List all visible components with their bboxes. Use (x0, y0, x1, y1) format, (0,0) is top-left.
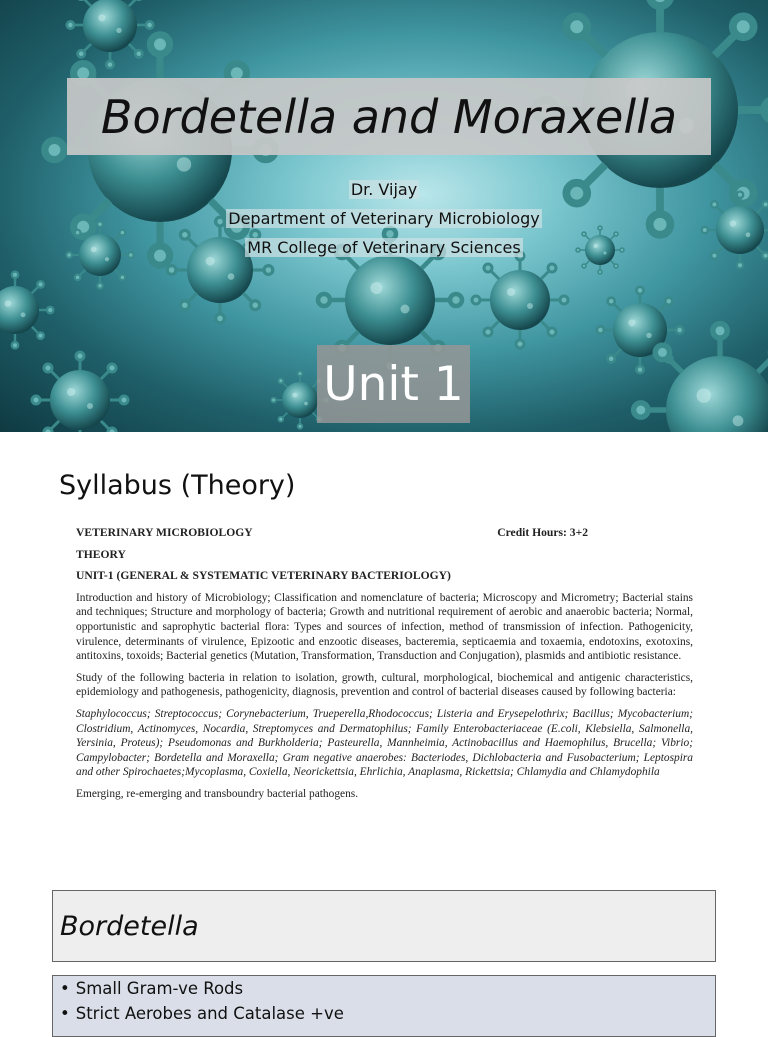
unit-heading: UNIT-1 (GENERAL & SYSTEMATIC VETERINARY BACTERIOLOGY) (76, 569, 451, 583)
college-line (0, 238, 768, 258)
syllabus-paragraph-emerging: Emerging, re-emerging and transboundry bacterial pathogens. (76, 787, 359, 800)
theory-heading: THEORY (76, 547, 126, 561)
presentation-title: Bordetella and Moraxella (100, 89, 678, 144)
syllabus-slide (0, 432, 768, 864)
bordetella-title: Bordetella (60, 910, 199, 942)
bullet-list (53, 976, 715, 1026)
unit-banner (317, 345, 470, 423)
college-name: MR College of Veterinary Sciences (247, 238, 521, 257)
syllabus-title: Syllabus (Theory) (59, 470, 296, 501)
syllabus-paragraph-bacteria (76, 707, 693, 780)
title-banner (67, 78, 711, 155)
syllabus-document (76, 526, 693, 809)
author-name: Dr. Vijay (350, 180, 418, 199)
credit-hours: Credit Hours: 3+2 (497, 526, 588, 539)
syllabus-paragraph-study: Study of the following bacteria in relation to isolation, growth, cultural, morphological, biochemical and antigenic characteristics, epidemiology and pathogenesis, pathogenicity, diagnosis, prevention and control of bacterial diseases caused by following bacteria: (76, 671, 693, 699)
bacteria-list: Staphylococcus; Streptococcus; Corynebacterium, Trueperella,Rhodococcus; Listeria and Erysepelothrix; Bacillus; Mycobacterium; Clostridium, Actinomyces, Nocardia, Streptomyces and Dermatophilus; Family Enterobacteriaceae (E.coli, Klebsiella, Salmonella, Yersinia, Proteus); Pseudomonas and Burkholderia; Pasteurella, Mannheimia, Actinobacillus and Haemophilus, Brucella; Vibrio; Campylobacter; Bordetella and Moraxella; Gram negative anaerobes: Bacteriodes, Dichlobacteria and Fusobacterium; Leptospira and other Spirochaetes;Mycoplasma, Coxiella, Neorickettsia, Ehrlichia, Anaplasma, Rickettsia; Chlamydia and Chlamydophila (76, 707, 693, 779)
unit-label: Unit 1 (323, 356, 464, 412)
course-header-row (76, 526, 693, 541)
bordetella-title-box (52, 890, 716, 962)
course-name: VETERINARY MICROBIOLOGY (76, 526, 253, 539)
syllabus-paragraph-general: Introduction and history of Microbiology; Classification and nomenclature of bacteria; Microscopy and Micrometry; Bacterial stains and techniques; Structure and morphology of bacteria; Growth and nutritional requirement of aerobic and anaerobic bacteria; Normal, opportunistic and saprophytic bacterial flora: Types and sources of infection, method of transmission of infection. Pathogenicity, virulence, determinants of virulence, Epizootic and enzootic diseases, bacteremia, septicaemia and toxaemia, endotoxins, exotoxins, antitoxins, toxoids; Bacterial genetics (Mutation, Transformation, Transduction and Conjugation), plasmids and antibiotic resistance. (76, 591, 693, 663)
department-name: Department of Veterinary Microbiology (228, 209, 540, 228)
department-line (0, 209, 768, 229)
bordetella-bullet-box (52, 975, 716, 1037)
bullet-item: • Strict Aerobes and Catalase +ve (60, 1001, 715, 1026)
bordetella-slide (0, 864, 768, 1024)
title-slide (0, 0, 768, 432)
bullet-item: • Small Gram-ve Rods (60, 976, 715, 1001)
author-line (0, 180, 768, 200)
